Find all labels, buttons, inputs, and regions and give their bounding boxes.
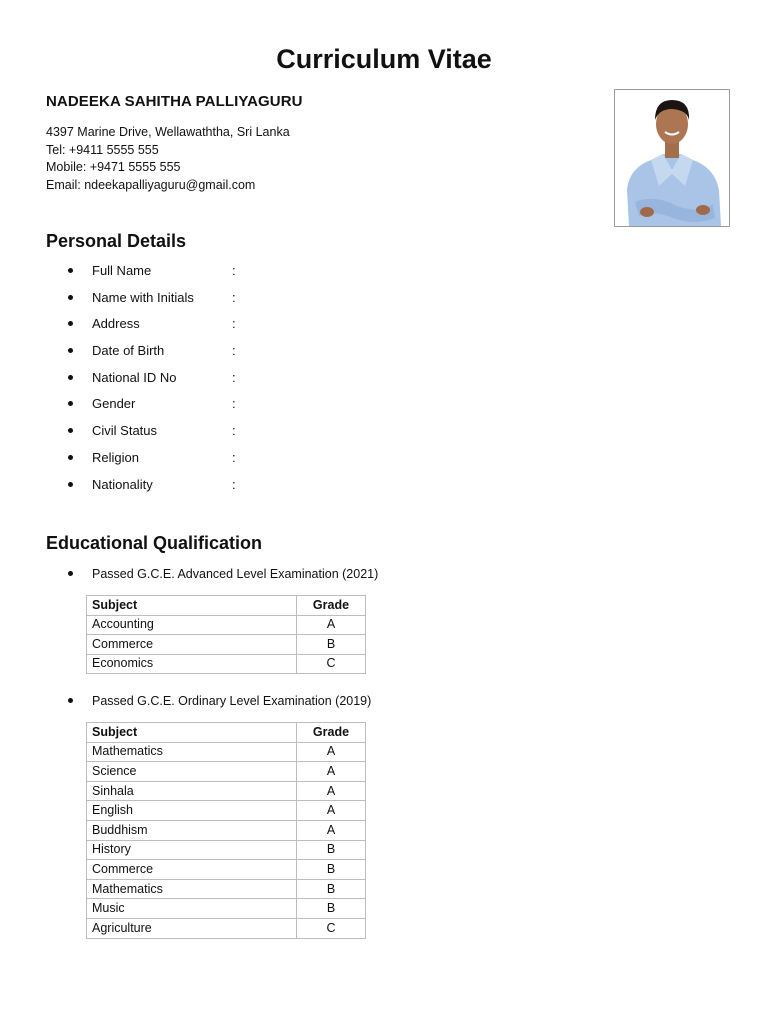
bullet-icon <box>68 375 73 380</box>
list-item <box>0 477 768 504</box>
table-header-row <box>87 596 366 616</box>
grade-cell: B <box>297 879 366 899</box>
subject-cell: Commerce <box>87 860 297 880</box>
bullet-icon <box>68 348 73 353</box>
contact-address: 4397 Marine Drive, Wellawaththa, Sri Lanka <box>46 125 290 139</box>
field-colon: : <box>232 316 236 332</box>
subject-cell: English <box>87 801 297 821</box>
field-colon: : <box>232 289 236 305</box>
bullet-icon <box>68 428 73 433</box>
subject-cell: History <box>87 840 297 860</box>
bullet-icon <box>68 295 73 300</box>
subject-cell: Sinhala <box>87 781 297 801</box>
field-colon: : <box>232 369 236 385</box>
bullet-icon <box>68 268 73 273</box>
ordinary-level-title: Passed G.C.E. Ordinary Level Examination (2019) <box>92 694 372 708</box>
subject-cell: Mathematics <box>87 879 297 899</box>
field-label: Religion <box>92 449 139 465</box>
field-label: Date of Birth <box>92 343 165 359</box>
table-row <box>87 899 366 919</box>
field-label: Nationality <box>92 476 153 492</box>
subject-cell: Economics <box>87 654 297 674</box>
contact-email: Email: ndeekapalliyaguru@gmail.com <box>46 177 256 192</box>
grade-cell: C <box>297 918 366 938</box>
field-colon: : <box>232 449 236 465</box>
subject-cell: Mathematics <box>87 742 297 762</box>
list-item <box>0 343 768 370</box>
grade-cell: B <box>297 899 366 919</box>
list-item <box>0 290 768 317</box>
list-item <box>0 263 768 290</box>
field-label: Name with Initials <box>92 289 194 305</box>
bullet-icon <box>68 321 73 326</box>
subject-cell: Music <box>87 899 297 919</box>
subject-header: Subject <box>87 723 297 743</box>
bullet-icon <box>68 571 73 576</box>
field-label: Address <box>92 316 140 332</box>
grade-cell: A <box>297 820 366 840</box>
grade-cell: A <box>297 762 366 782</box>
field-label: National ID No <box>92 369 177 385</box>
grade-header: Grade <box>297 723 366 743</box>
subject-cell: Agriculture <box>87 918 297 938</box>
contact-mobile: Mobile: +9471 5555 555 <box>46 160 181 174</box>
advanced-level-item <box>0 567 768 585</box>
grade-cell: B <box>297 860 366 880</box>
person-photo-icon <box>615 90 729 226</box>
table-row <box>87 781 366 801</box>
contact-block <box>46 124 290 194</box>
subject-header: Subject <box>87 596 297 616</box>
field-colon: : <box>232 263 236 278</box>
personal-details-list <box>0 263 768 503</box>
table-row <box>87 840 366 860</box>
table-row <box>87 635 366 655</box>
contact-tel: Tel: +9411 5555 555 <box>46 142 159 157</box>
table-row <box>87 654 366 674</box>
subject-cell: Commerce <box>87 635 297 655</box>
grade-cell: A <box>297 801 366 821</box>
bullet-icon <box>68 455 73 460</box>
table-row <box>87 762 366 782</box>
field-label: Gender <box>92 396 136 412</box>
list-item <box>0 396 768 423</box>
field-colon: : <box>232 423 236 439</box>
table-row <box>87 879 366 899</box>
table-row <box>87 820 366 840</box>
grade-cell: B <box>297 635 366 655</box>
grade-header: Grade <box>297 596 366 616</box>
applicant-name: NADEEKA SAHITHA PALLIYAGURU <box>46 93 303 110</box>
ordinary-level-table <box>86 722 366 939</box>
personal-details-heading: Personal Details <box>46 231 187 251</box>
field-label: Full Name <box>92 263 152 278</box>
subject-cell: Science <box>87 762 297 782</box>
profile-photo <box>614 89 730 227</box>
table-row <box>87 742 366 762</box>
grade-cell: C <box>297 654 366 674</box>
grade-cell: B <box>297 840 366 860</box>
field-label: Civil Status <box>92 423 158 439</box>
grade-cell: A <box>297 781 366 801</box>
bullet-icon <box>68 401 73 406</box>
advanced-level-title: Passed G.C.E. Advanced Level Examination (2021) <box>92 567 379 581</box>
table-row <box>87 860 366 880</box>
list-item <box>0 370 768 397</box>
field-colon: : <box>232 396 236 412</box>
grade-cell: A <box>297 615 366 635</box>
advanced-level-table <box>86 595 366 674</box>
field-colon: : <box>232 343 236 359</box>
table-row <box>87 918 366 938</box>
grade-cell: A <box>297 742 366 762</box>
bullet-icon <box>68 482 73 487</box>
education-heading: Educational Qualification <box>46 533 263 553</box>
document-title: Curriculum Vitae <box>276 44 492 74</box>
list-item <box>0 450 768 477</box>
table-row <box>87 615 366 635</box>
list-item <box>0 423 768 450</box>
ordinary-level-item <box>0 694 768 712</box>
table-header-row <box>87 723 366 743</box>
bullet-icon <box>68 698 73 703</box>
subject-cell: Buddhism <box>87 820 297 840</box>
list-item <box>0 316 768 343</box>
subject-cell: Accounting <box>87 615 297 635</box>
table-row <box>87 801 366 821</box>
field-colon: : <box>232 476 236 492</box>
